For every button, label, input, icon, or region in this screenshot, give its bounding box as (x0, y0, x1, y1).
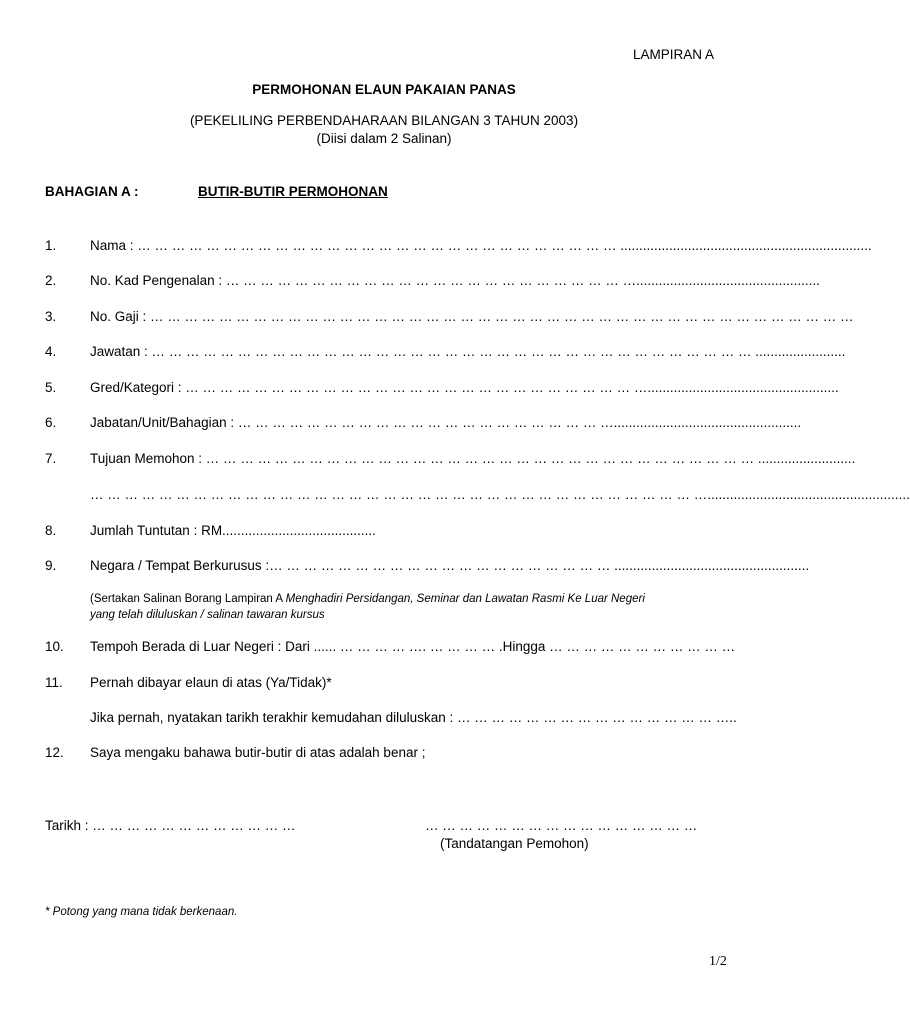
item-number: 1. (45, 238, 57, 253)
field-jabatan: Jabatan/Unit/Bahagian : … … … … … … … … … … … … … … … … … … … … … ….................................................. (90, 415, 802, 430)
section-label: BAHAGIAN A : (45, 184, 139, 199)
attachment-note (90, 593, 645, 605)
item-number: 6. (45, 415, 57, 430)
annex-label: LAMPIRAN A (633, 47, 715, 62)
field-tarikh-terakhir: Jika pernah, nyatakan tarikh terakhir kemudahan diluluskan : … … … … … … … … … … … … … … … ….. (90, 710, 737, 725)
field-nama: Nama : … … … … … … … … … … … … … … … … … … … … … … … … … … … … ................................................................... (90, 238, 872, 253)
field-tempoh: Tempoh Berada di Luar Negeri : Dari ...... … … … … …. … … … … .Hingga … … … … … … … … … … … (90, 639, 736, 654)
form-title: PERMOHONAN ELAUN PAKAIAN PANAS (252, 82, 516, 97)
item-number: 9. (45, 558, 57, 573)
date-field: Tarikh : … … … … … … … … … … … … (45, 818, 296, 833)
item-number: 5. (45, 380, 57, 395)
signature-line: … … … … … … … … … … … … … … … … (425, 818, 698, 833)
signature-caption: (Tandatangan Pemohon) (440, 836, 589, 851)
item-number: 3. (45, 309, 57, 324)
item-number: 11. (45, 675, 63, 690)
item-number: 8. (45, 523, 57, 538)
item-number: 7. (45, 451, 57, 466)
field-jumlah-tuntutan: Jumlah Tuntutan : RM......................................... (90, 523, 376, 538)
section-title: BUTIR-BUTIR PERMOHONAN (198, 184, 388, 199)
field-kad-pengenalan: No. Kad Pengenalan : … … … … … … … … … … … … … … … … … … … … … … … …................................................. (90, 273, 820, 288)
field-no-gaji: No. Gaji : … … … … … … … … … … … … … … … … … … … … … … … … … … … … … … … … … … … … … … … … … (90, 309, 854, 324)
field-pernah-dibayar: Pernah dibayar elaun di atas (Ya/Tidak)* (90, 675, 332, 690)
item-number: 12. (45, 745, 64, 760)
note-italic-1: Menghadiri Persidangan, Seminar dan Lawatan Rasmi Ke Luar Negeri (285, 593, 645, 605)
footnote: * Potong yang mana tidak berkenaan. (45, 906, 238, 918)
copies-note: (Diisi dalam 2 Salinan) (316, 131, 452, 146)
declaration: Saya mengaku bahawa butir-butir di atas adalah benar ; (90, 745, 426, 760)
field-jawatan: Jawatan : … … … … … … … … … … … … … … … … … … … … … … … … … … … … … … … … … … … ........................ (90, 344, 846, 359)
item-number: 2. (45, 273, 57, 288)
circular-reference: (PEKELILING PERBENDAHARAAN BILANGAN 3 TAHUN 2003) (189, 113, 579, 128)
field-tujuan-continuation: … … … … … … … … … … … … … … … … … … … … … … … … … … … … … … … … … … … …...................................................... (90, 487, 910, 502)
item-number: 10. (45, 639, 64, 654)
field-gred: Gred/Kategori : … … … … … … … … … … … … … … … … … … … … … … … … … … …................................................... (90, 380, 839, 395)
note-italic-2: yang telah diluluskan / salinan tawaran kursus (90, 609, 325, 621)
item-number: 4. (45, 344, 57, 359)
field-tujuan: Tujuan Memohon : … … … … … … … … … … … … … … … … … … … … … … … … … … … … … … … … .......................... (90, 451, 856, 466)
field-negara: Negara / Tempat Berkurusus :… … … … … … … … … … … … … … … … … … … … .................................................... (90, 558, 810, 573)
note-prefix: (Sertakan Salinan Borang Lampiran A (90, 593, 286, 605)
page-number: 1/2 (709, 954, 727, 969)
